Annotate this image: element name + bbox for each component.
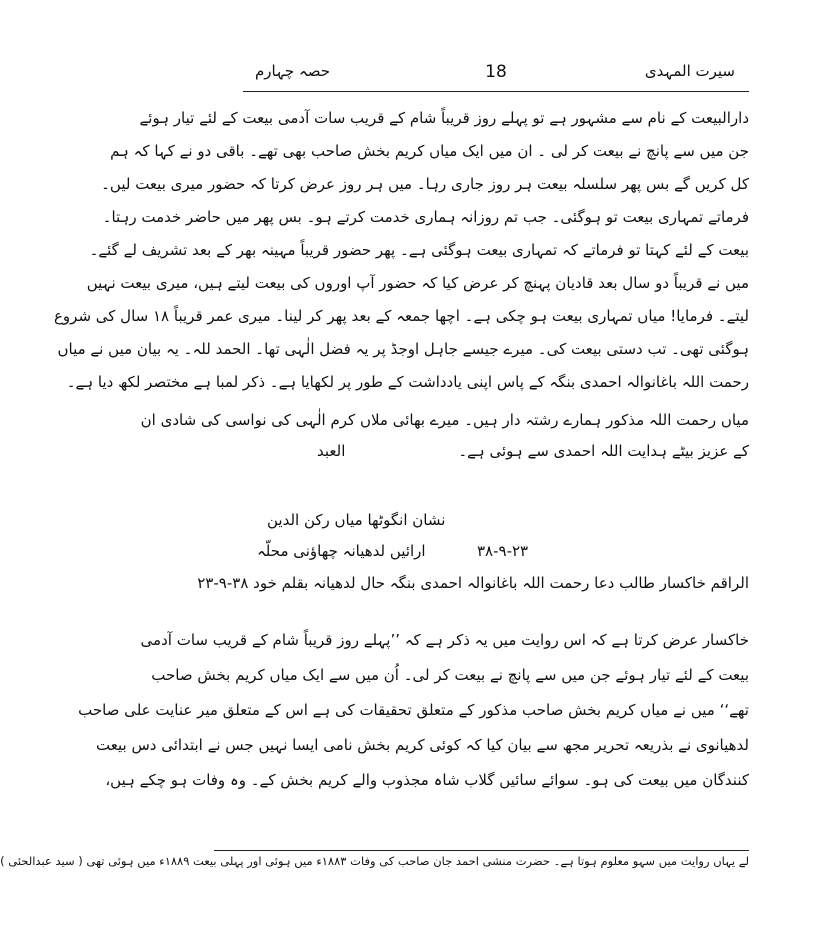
running-header-book-title: سیرت المہدی [644,62,735,80]
header-rule [243,91,749,92]
body-line: رحمت اللہ باغانوالہ احمدی بنگہ کے پاس اپنی یادداشت کے طور پر لکھایا ہے۔ ذکر لمبا ہے مختصر لکھ دیا ہے۔ [66,373,749,391]
commentary-line: کنندگان میں بیعت کی ہو۔ سوائے سائیں گلاب شاہ مجذوب والے کریم بخش کے۔ وہ وفات ہو چکے ہیں، [105,771,749,789]
footnote [0,853,749,869]
commentary-line: خاکسار عرض کرتا ہے کہ اس روایت میں یہ ذکر ہے کہ ’’پہلے روز قریباً شام کے قریب سات آدمی [140,631,749,649]
body-line: میاں رحمت اللہ مذکور ہمارے رشتہ دار ہیں۔ میرے بھائی ملاں کرم الٰہی کی نواسی کی شادی ان [140,411,749,429]
footnote-marker: لے [738,854,749,868]
running-header-section: حصہ چہارم [255,62,330,80]
body-line: دارالبیعت کے نام سے مشہور ہے تو پہلے روز قریباً شام کے قریب سات آدمی بیعت کے لئے تیار ہوئے [139,109,749,127]
footnote-text: یہاں روایت میں سہو معلوم ہوتا ہے۔ حضرت منشی احمد جان صاحب کی وفات ۱۸۸۳ء میں ہوئی اور پہلی بیعت ۱۸۸۹ء میں ہوئی تھی ( سید عبدالحئی ) [0,854,736,868]
signature-scribe: الراقم خاکسار طالب دعا رحمت اللہ باغانوالہ احمدی بنگہ حال لدھیانہ بقلم خود ۳۸-۹-۲۳ [197,574,749,592]
body-line: فرماتے تمہاری بیعت تو ہوگئی۔ جب تم روزانہ ہماری خدمت کرتے ہو۔ بس پھر میں حاضر خدمت رہتا۔ [102,208,749,226]
body-line: کے عزیز بیٹے ہدایت اللہ احمدی سے ہوئی ہے۔ [458,442,749,460]
body-line: بیعت کے لئے کہتا تو فرماتے کہ تمہاری بیعت ہوگئی ہے۔ پھر حضور قریباً مہینہ بھر کے بعد تشریف لے گئے۔ [89,241,749,259]
body-line: جن میں سے پانچ نے بیعت کر لی ۔ ان میں ایک میاں کریم بخش صاحب بھی تھے۔ باقی دو نے کہا کہ ہم [110,142,749,160]
commentary-line: بیعت کے لئے تیار ہوئے جن میں سے پانچ نے بیعت کر لی۔ اُن میں سے ایک میاں کریم بخش صاحب [151,666,749,684]
signature-date: ۳۸-۹-۲۳ [477,542,529,560]
body-line: ہوگئی تھی۔ تب دستی بیعت کی۔ میرے جیسے جاہل اوجڈ پر یہ فضل الٰہی تھا۔ الحمد للہ۔ یہ بیان میں نے میاں [57,340,749,358]
signature-al-abd: العبد [317,442,346,460]
body-line: لیتے۔ فرمایا! میاں تمہاری بیعت ہو چکی ہے۔ اچھا جمعہ کے بعد پھر کر لینا۔ میری عمر قریباً ۱۸ سال کی شروع [53,307,749,325]
signature-thumb-mark: نشان انگوٹھا میاں رکن الدین [267,511,446,529]
body-line: میں نے قریباً دو سال بعد قادیان پہنچ کر عرض کیا کہ حضور آپ اوروں کی بیعت لیتے ہیں، میری بیعت نہیں [86,274,749,292]
body-line: کل کریں گے بس پھر سلسلہ بیعت ہر روز جاری رہا۔ میں ہر روز عرض کرتا کہ حضور میری بیعت لیں۔ [101,175,749,193]
commentary-line: لدھیانوی نے بذریعہ تحریر مجھ سے بیان کیا کہ کوئی کریم بخش نامی ایسا نہیں جس نے ابتدائی دس بیعت [96,736,749,754]
signature-residence: ارائیں لدھیانہ چھاؤنی محلّہ [257,542,426,560]
page-number: 18 [485,62,507,82]
footnote-rule [214,850,749,851]
commentary-line: تھے‘‘ میں نے میاں کریم بخش صاحب مذکور کے متعلق تحقیقات کی ہے اس کے متعلق میر عنایت علی صاحب [78,701,749,719]
